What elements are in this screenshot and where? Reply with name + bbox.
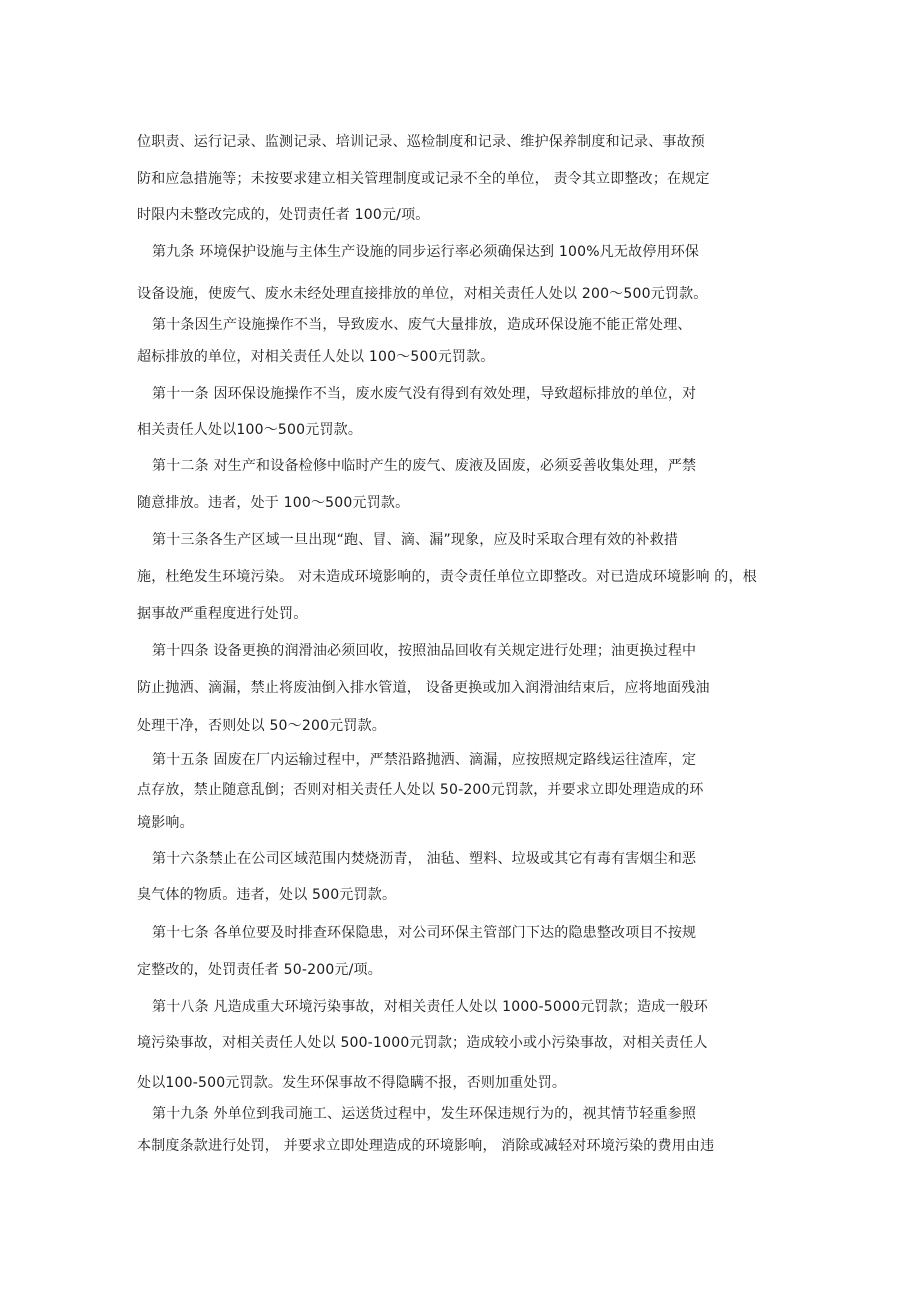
article-14: 第十四条 设备更换的润滑油必须回收，按照油品回收有关规定进行处理；油更换过程中	[152, 643, 697, 659]
text-line: 防和应急措施等；未按要求建立相关管理制度或记录不全的单位， 责令其立即整改；在规定	[137, 171, 710, 187]
text-line: 设备设施，使废气、废水未经处理直接排放的单位，对相关责任人处以 200～500元罚款。	[137, 286, 708, 302]
article-13: 第十三条各生产区域一旦出现“跑、冒、滴、漏”现象，应及时采取合理有效的补救措	[152, 532, 679, 548]
text-line: 定整改的，处罚责任者 50-200元/项。	[137, 962, 382, 978]
article-17: 第十七条 各单位要及时排查环保隐患，对公司环保主管部门下达的隐患整改项目不按规	[152, 925, 697, 941]
article-15: 第十五条 固废在厂内运输过程中，严禁沿路抛洒、滴漏，应按照规定路线运往渣库，定	[152, 752, 697, 768]
text-line: 处以100-500元罚款。发生环保事故不得隐瞒不报，否则加重处罚。	[137, 1075, 567, 1091]
text-line: 防止抛洒、滴漏，禁止将废油倒入排水管道， 设备更换或加入润滑油结束后，应将地面残油	[137, 680, 710, 696]
text-line: 处理干净，否则处以 50～200元罚款。	[137, 718, 386, 734]
text-line: 臭气体的物质。违者，处以 500元罚款。	[137, 887, 397, 903]
article-9: 第九条 环境保护设施与主体生产设施的同步运行率必须确保达到 100%凡无故停用环保	[152, 244, 700, 260]
text-line: 超标排放的单位，对相关责任人处以 100～500元罚款。	[137, 349, 495, 365]
article-19: 第十九条 外单位到我司施工、运送货过程中，发生环保违规行为的，视其情节轻重参照	[152, 1106, 697, 1122]
text-line: 随意排放。违者，处于 100～500元罚款。	[137, 495, 410, 511]
text-line: 本制度条款进行处罚， 并要求立即处理造成的环境影响， 消除或减轻对环境污染的费用由违	[137, 1138, 715, 1154]
article-18: 第十八条 凡造成重大环境污染事故，对相关责任人处以 1000-5000元罚款；造成一般环	[152, 999, 709, 1015]
text-line: 时限内未整改完成的，处罚责任者 100元/项。	[137, 207, 430, 223]
article-12: 第十二条 对生产和设备检修中临时产生的废气、废液及固废，必须妥善收集处理，严禁	[152, 458, 697, 474]
text-line: 据事故严重程度进行处罚。	[137, 606, 308, 622]
text-line: 相关责任人处以100～500元罚款。	[137, 422, 363, 438]
article-11: 第十一条 因环保设施操作不当，废水废气没有得到有效处理，导致超标排放的单位，对	[152, 386, 697, 402]
article-10: 第十条因生产设施操作不当，导致废水、废气大量排放，造成环保设施不能正常处理、	[152, 317, 692, 333]
text-line: 境污染事故，对相关责任人处以 500-1000元罚款；造成较小或小污染事故，对相关责任人	[137, 1035, 708, 1051]
text-line: 境影响。	[137, 815, 194, 831]
article-16: 第十六条禁止在公司区域范围内焚烧沥青， 油毡、塑料、垃圾或其它有毒有害烟尘和恶	[152, 851, 697, 867]
text-line: 点存放，禁止随意乱倒；否则对相关责任人处以 50-200元罚款，并要求立即处理造成的环	[137, 782, 704, 798]
text-line: 施，杜绝发生环境污染。 对未造成环境影响的，责令责任单位立即整改。对已造成环境影响 的，根	[137, 569, 757, 585]
text-line: 位职责、运行记录、监测记录、培训记录、巡检制度和记录、维护保养制度和记录、事故预	[137, 134, 705, 150]
